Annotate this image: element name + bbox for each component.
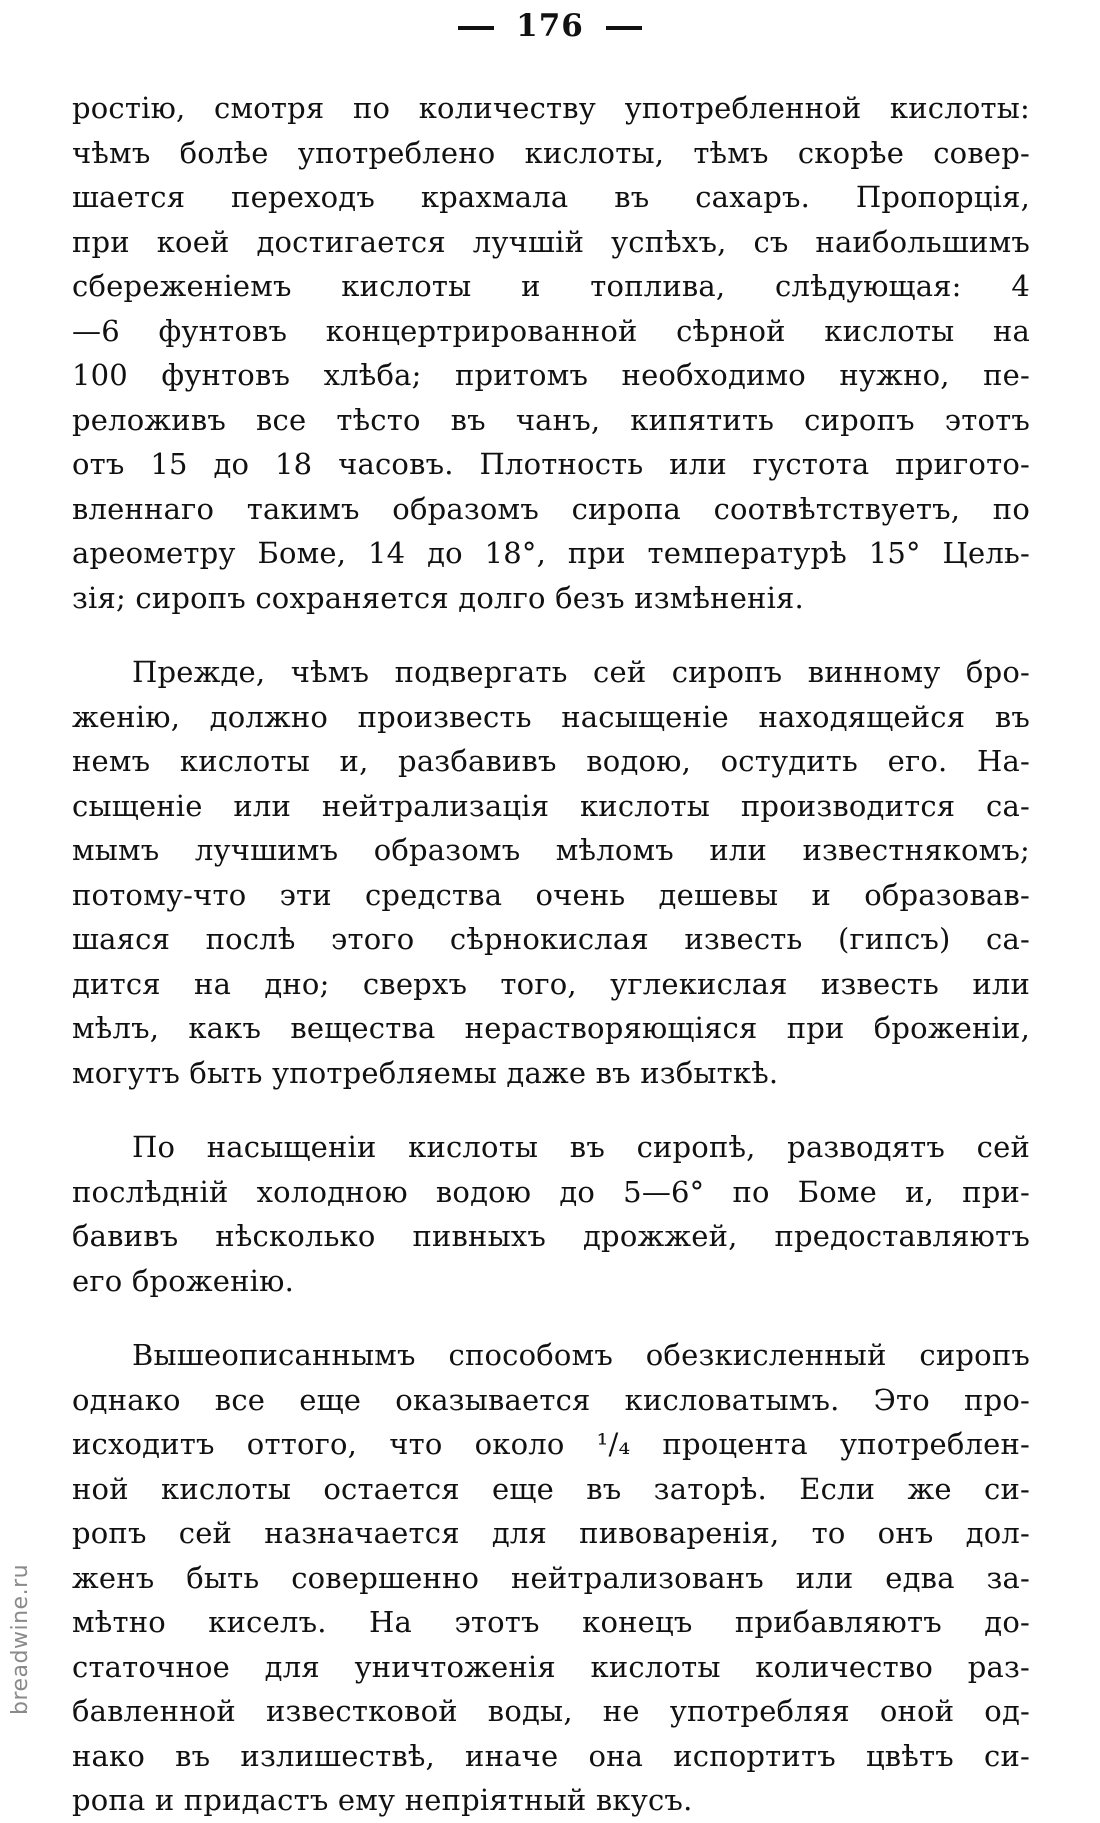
text-line: реложивъ все тѣсто въ чанъ, кипятить сиропъ этотъ — [72, 402, 1030, 437]
text-line: его броженію. — [72, 1263, 295, 1298]
text-line: ростію, смотря по количеству употребленной кислоты: — [72, 91, 1030, 125]
text-line: дится на дно; сверхъ того, углекислая известь или — [72, 966, 1030, 1001]
text-line: мѣтно киселъ. На этотъ конецъ прибавляютъ до- — [72, 1605, 1030, 1639]
text-line: мымъ лучшимъ образомъ мѣломъ или известнякомъ; — [72, 833, 1030, 867]
text-line: отъ 15 до 18 часовъ. Плотность или густота пригото- — [72, 447, 1030, 481]
text-line: —6 фунтовъ концертрированной сѣрной кислоты на — [72, 313, 1030, 348]
text-line: шается переходъ крахмала въ сахаръ. Пропорція, — [72, 180, 1030, 214]
text-line: потому-что эти средства очень дешевы и образовав- — [72, 877, 1030, 912]
watermark: breadwine.ru — [8, 1563, 33, 1715]
paragraph — [72, 1125, 1030, 1303]
text-line: мѣлъ, какъ вещества нерастворяющіяся при броженіи, — [72, 1011, 1030, 1045]
text-line: статочное для уничтоженія кислоты количество раз- — [72, 1649, 1030, 1684]
text-line: нако въ излишествѣ, иначе она испортитъ цвѣтъ си- — [72, 1738, 1030, 1773]
text-line: чѣмъ болѣе употреблено кислоты, тѣмъ скорѣе совер- — [72, 135, 1030, 170]
text-line: ропа и придастъ ему непріятный вкусъ. — [72, 1783, 693, 1817]
paragraph-gap — [72, 1303, 1030, 1333]
paragraph — [72, 1333, 1030, 1823]
paragraph-gap — [72, 620, 1030, 650]
text-line: ной кислоты остается еще въ заторѣ. Если же си- — [72, 1471, 1030, 1506]
header-dash-left — [458, 26, 494, 30]
text-line: вленнаго такимъ образомъ сиропа соотвѣтствуетъ, по — [72, 491, 1030, 526]
text-line: бавленной известковой воды, не употребляя оной од- — [72, 1694, 1030, 1728]
text-line: шаяся послѣ этого сѣрнокислая известь (гипсъ) са- — [72, 922, 1030, 956]
page-header — [0, 6, 1100, 46]
text-line: могутъ быть употребляемы даже въ избыткѣ. — [72, 1055, 779, 1090]
paragraph — [72, 86, 1030, 620]
text-line: ареометру Боме, 14 до 18°, при температурѣ 15° Цель- — [72, 536, 1030, 570]
text-line: женію, должно произвесть насыщеніе находящейся въ — [72, 699, 1030, 734]
text-line: Вышеописаннымъ способомъ обезкисленный сиропъ — [132, 1338, 1030, 1372]
text-line: Прежде, чѣмъ подвергать сей сиропъ винному бро- — [132, 655, 1030, 689]
text-line: немъ кислоты и, разбавивъ водою, остудить его. На- — [72, 744, 1030, 778]
text-line: послѣдній холодною водою до 5—6° по Боме и, при- — [72, 1174, 1030, 1209]
text-line: зія; сиропъ сохраняется долго безъ измѣненія. — [72, 580, 804, 615]
text-line: женъ быть совершенно нейтрализованъ или едва за- — [72, 1560, 1030, 1595]
text-line: 100 фунтовъ хлѣба; притомъ необходимо нужно, пе- — [72, 358, 1030, 392]
paragraph-gap — [72, 1095, 1030, 1125]
text-line: сбереженіемъ кислоты и топлива, слѣдующая: 4 — [72, 269, 1030, 303]
body-text — [72, 86, 1030, 1823]
text-line: исходитъ оттого, что около ¹/₄ процента употреблен- — [72, 1427, 1030, 1461]
header-dash-right — [606, 26, 642, 30]
text-line: при коей достигается лучшій успѣхъ, съ наибольшимъ — [72, 224, 1030, 259]
text-line: однако все еще оказывается кисловатымъ. Это про- — [72, 1382, 1030, 1417]
text-line: По насыщеніи кислоты въ сиропѣ, разводятъ сей — [132, 1130, 1030, 1164]
paragraph — [72, 650, 1030, 1095]
page-number: 176 — [516, 8, 584, 44]
text-line: ропъ сей назначается для пивоваренія, то онъ дол- — [72, 1516, 1030, 1550]
text-line: сыщеніе или нейтрализація кислоты производится са- — [72, 788, 1030, 823]
text-line: бавивъ нѣсколько пивныхъ дрожжей, предоставляютъ — [72, 1219, 1030, 1253]
